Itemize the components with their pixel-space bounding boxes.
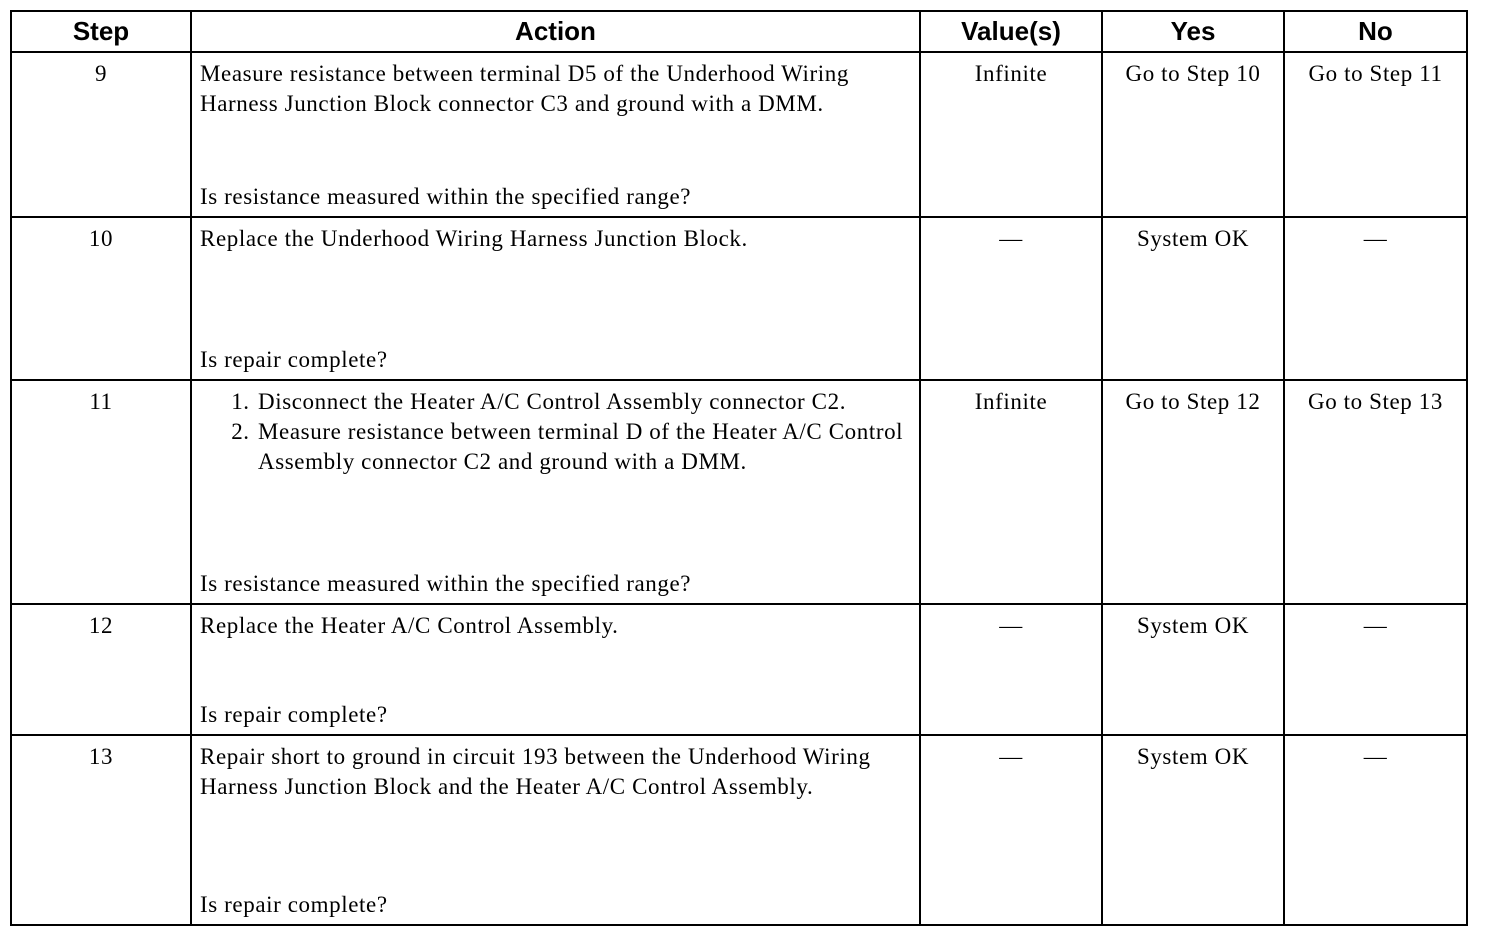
step-number: 11 xyxy=(11,380,191,604)
value-cell: — xyxy=(920,217,1102,380)
header-row xyxy=(11,11,1467,52)
yes-cell: Go to Step 10 xyxy=(1102,52,1284,217)
action-cell xyxy=(191,217,920,380)
action-question: Is resistance measured within the specified range? xyxy=(200,571,692,596)
no-cell: — xyxy=(1284,735,1467,925)
no-cell: — xyxy=(1284,604,1467,735)
table-row xyxy=(11,52,1467,217)
substep-item: 2. Measure resistance between terminal D of the Heater A/C Control Assembly connector C2 and ground with a DMM. xyxy=(256,417,911,477)
table-row xyxy=(11,604,1467,735)
value-cell: Infinite xyxy=(920,52,1102,217)
action-question: Is repair complete? xyxy=(200,702,388,727)
diagnostic-table xyxy=(10,10,1468,926)
yes-cell: System OK xyxy=(1102,217,1284,380)
header-action: Action xyxy=(191,11,920,52)
action-cell xyxy=(191,52,920,217)
yes-cell: System OK xyxy=(1102,604,1284,735)
header-yes: Yes xyxy=(1102,11,1284,52)
table-row xyxy=(11,735,1467,925)
step-number: 10 xyxy=(11,217,191,380)
no-cell: — xyxy=(1284,217,1467,380)
action-cell xyxy=(191,604,920,735)
table-row xyxy=(11,217,1467,380)
substep-item: 1. Disconnect the Heater A/C Control Assembly connector C2. xyxy=(256,387,911,417)
action-cell xyxy=(191,735,920,925)
action-question: Is repair complete? xyxy=(200,347,388,372)
header-step: Step xyxy=(11,11,191,52)
no-cell: Go to Step 13 xyxy=(1284,380,1467,604)
no-cell: Go to Step 11 xyxy=(1284,52,1467,217)
value-cell: Infinite xyxy=(920,380,1102,604)
action-text: Repair short to ground in circuit 193 between the Underhood Wiring Harness Junction Block and the Heater A/C Control Assembly. xyxy=(200,744,871,799)
header-values: Value(s) xyxy=(920,11,1102,52)
yes-cell: Go to Step 12 xyxy=(1102,380,1284,604)
yes-cell: System OK xyxy=(1102,735,1284,925)
action-text: Replace the Underhood Wiring Harness Junction Block. xyxy=(200,226,748,251)
step-number: 13 xyxy=(11,735,191,925)
action-cell xyxy=(191,380,920,604)
table-row xyxy=(11,380,1467,604)
action-text: Measure resistance between terminal D5 of the Underhood Wiring Harness Junction Block connector C3 and ground with a DMM. xyxy=(200,61,849,116)
action-question: Is resistance measured within the specified range? xyxy=(200,184,692,209)
value-cell: — xyxy=(920,735,1102,925)
action-question: Is repair complete? xyxy=(200,892,388,917)
substep-list xyxy=(200,387,911,477)
step-number: 12 xyxy=(11,604,191,735)
value-cell: — xyxy=(920,604,1102,735)
action-text: Replace the Heater A/C Control Assembly. xyxy=(200,613,619,638)
step-number: 9 xyxy=(11,52,191,217)
header-no: No xyxy=(1284,11,1467,52)
